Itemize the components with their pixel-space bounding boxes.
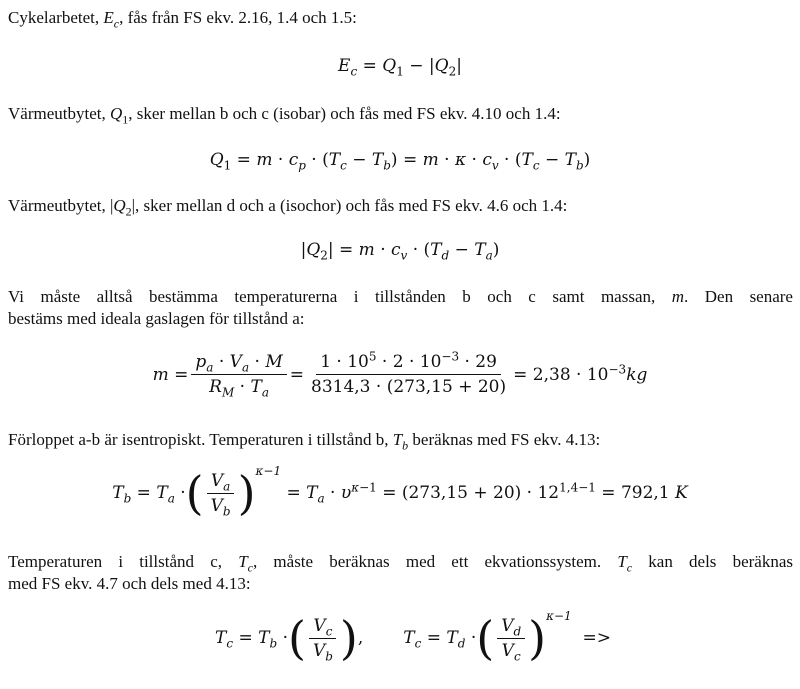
paragraph-temperatures-line1: Vi måste alltså bestämma temperaturerna i tillstånden b och c samt massan, m. Den senare	[8, 287, 793, 306]
paragraph-temperatures-line2: bestäms med ideala gaslagen för tillstånd a:	[8, 309, 305, 328]
fraction-numeric: $\frac{1 \cdot 10^5 \cdot 2 \cdot 10^{-3} \cdot 29}{8314,3 \cdot (273,15 + 20)}$	[311, 349, 507, 397]
paragraph-isentropic: Förloppet a-b är isentropiskt. Temperaturen i tillstånd b, $T_b$ beräknas med FS ekv. 4.13:	[8, 430, 601, 453]
paragraph-temperature-c-line2: med FS ekv. 4.7 och dels med 4.13:	[8, 574, 251, 593]
equation-heat-q2: $|Q_2| = m \cdot c_v \cdot (T_d - T_a)$	[300, 240, 500, 263]
fraction-ideal-gas: $\frac{p_a \cdot V_a \cdot M}{R_M \cdot T_a}$	[191, 352, 286, 397]
equation-temperature-b: $T_b = T_a$ · ( $\frac{V_a}{V_b}$ ) κ−1 = $T_a \cdot \upsilon^{\kappa-1} = (273,15 + 20) \cdot 12^{1,4-1} = 792,1$ K	[112, 464, 688, 520]
equation-cycle-work: $E_c = Q_1 - |Q_2|$	[338, 56, 462, 79]
equation-temperature-c: $T_c = T_b$ · ( $\frac{V_c}{V_b}$ ) , $T_c = T_d$ · ( $\frac{V_d}{V_c}$ ) κ−1 =>	[215, 609, 611, 665]
paragraph-temperature-c-line1: Temperaturen i tillstånd c, $T_c$, måste beräknas med ett ekvationssystem. $T_c$ kan dels beräknas	[8, 552, 794, 575]
paragraph-heat-q1: Värmeutbytet, $Q_1$, sker mellan b och c (isobar) och fås med FS ekv. 4.10 och 1.4:	[8, 104, 561, 127]
paragraph-cycle-work: Cykelarbetet, $E_c$, fås från FS ekv. 2.16, 1.4 och 1.5:	[8, 8, 357, 31]
equation-mass: m = $\frac{p_a \cdot V_a \cdot M}{R_M \cdot T_a}$ = $\frac{1 \cdot 10^5 \cdot 2 \cdot 10^{-3} \cdot 29}{8314,3 \cdot (273,15 + 20)}$ = $2,38 \cdot 10^{-3}kg$	[152, 349, 648, 400]
paragraph-heat-q2: Värmeutbytet, $|Q_2|$, sker mellan d och a (isochor) och fås med FS ekv. 4.6 och 1.4:	[8, 196, 568, 219]
equation-heat-q1: $Q_1 = m \cdot c_p \cdot (T_c - T_b) = m \cdot \kappa \cdot c_v \cdot (T_c - T_b)$	[209, 150, 591, 173]
